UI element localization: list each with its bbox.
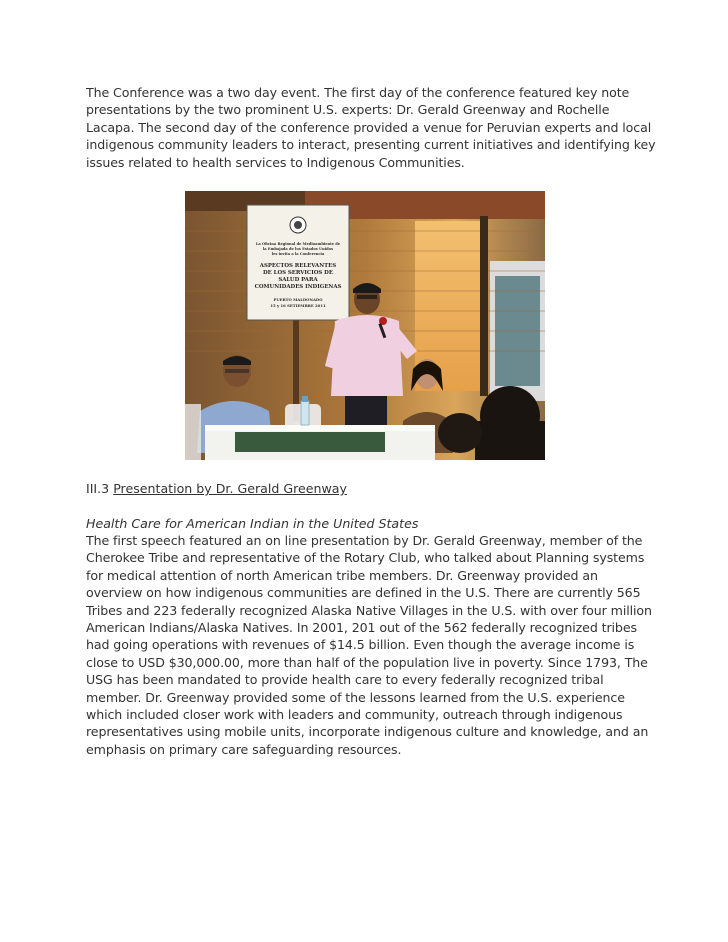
section-subtitle: Health Care for American Indian in the United States <box>86 516 419 531</box>
banner-title-4: COMUNIDADES INDIGENAS <box>254 284 342 290</box>
banner-title-3: SALUD PARA <box>278 277 318 283</box>
section-number: III.3 <box>86 481 110 496</box>
section-title: Presentation by Dr. Gerald Greenway <box>113 481 347 496</box>
body-paragraph: The first speech featured an on line presentation by Dr. Gerald Greenway, member of the Cherokee Tribe and representative of the Rotary Club, who talked about Planning systems for medical attention of north American tribe members. Dr. Greenway provided an overview on how indigenous communities are defined in the U.S. There are currently 565 Tribes and 223 federally recognized Alaska Native Villages in the U.S. with over four million American Indians/Alaska Natives. In 2001, 201 out of the 562 federally recognized tribes had going operations with revenues of $14.5 billion. Even though the average income is close to USD $30,000.00, more than half of the population live in poverty. Since 1793, The USG has been mandated to provide health care to every federally recognized tribal member. Dr. Greenway provided some of the lessons learned from the U.S. experience which included closer work with leaders and community, outreach through indigenous representatives using mobile units, incorporate indigenous culture and knowledge, and an emphasis on primary care safeguarding resources. <box>86 533 652 757</box>
intro-paragraph: The Conference was a two day event. The first day of the conference featured key note presentations by the two prominent U.S. experts: Dr. Gerald Greenway and Rochelle Lacapa. The second day of the conference provided a venue for Peruvian experts and local indigenous community leaders to interact, presenting current initiatives and identifying key issues related to health services to Indigenous Communities. <box>86 85 656 170</box>
section-heading <box>86 480 347 497</box>
banner-title-1: ASPECTOS RELEVANTES <box>259 263 337 269</box>
banner-title-2: DE LOS SERVICIOS DE <box>263 270 333 276</box>
banner-place: PUERTO MALDONADO <box>273 297 323 302</box>
banner-line-1: La Oficina Regional de Medioambiente de <box>255 242 341 246</box>
conference-photo-illustration <box>185 191 545 460</box>
banner-line-3: les invita a la Conferencia <box>271 252 325 256</box>
banner-line-2: la Embajada de los Estados Unidos <box>262 247 334 251</box>
conference-photo <box>185 191 545 460</box>
banner-date: 15 y 16 SETIEMBRE 2011 <box>270 303 326 308</box>
